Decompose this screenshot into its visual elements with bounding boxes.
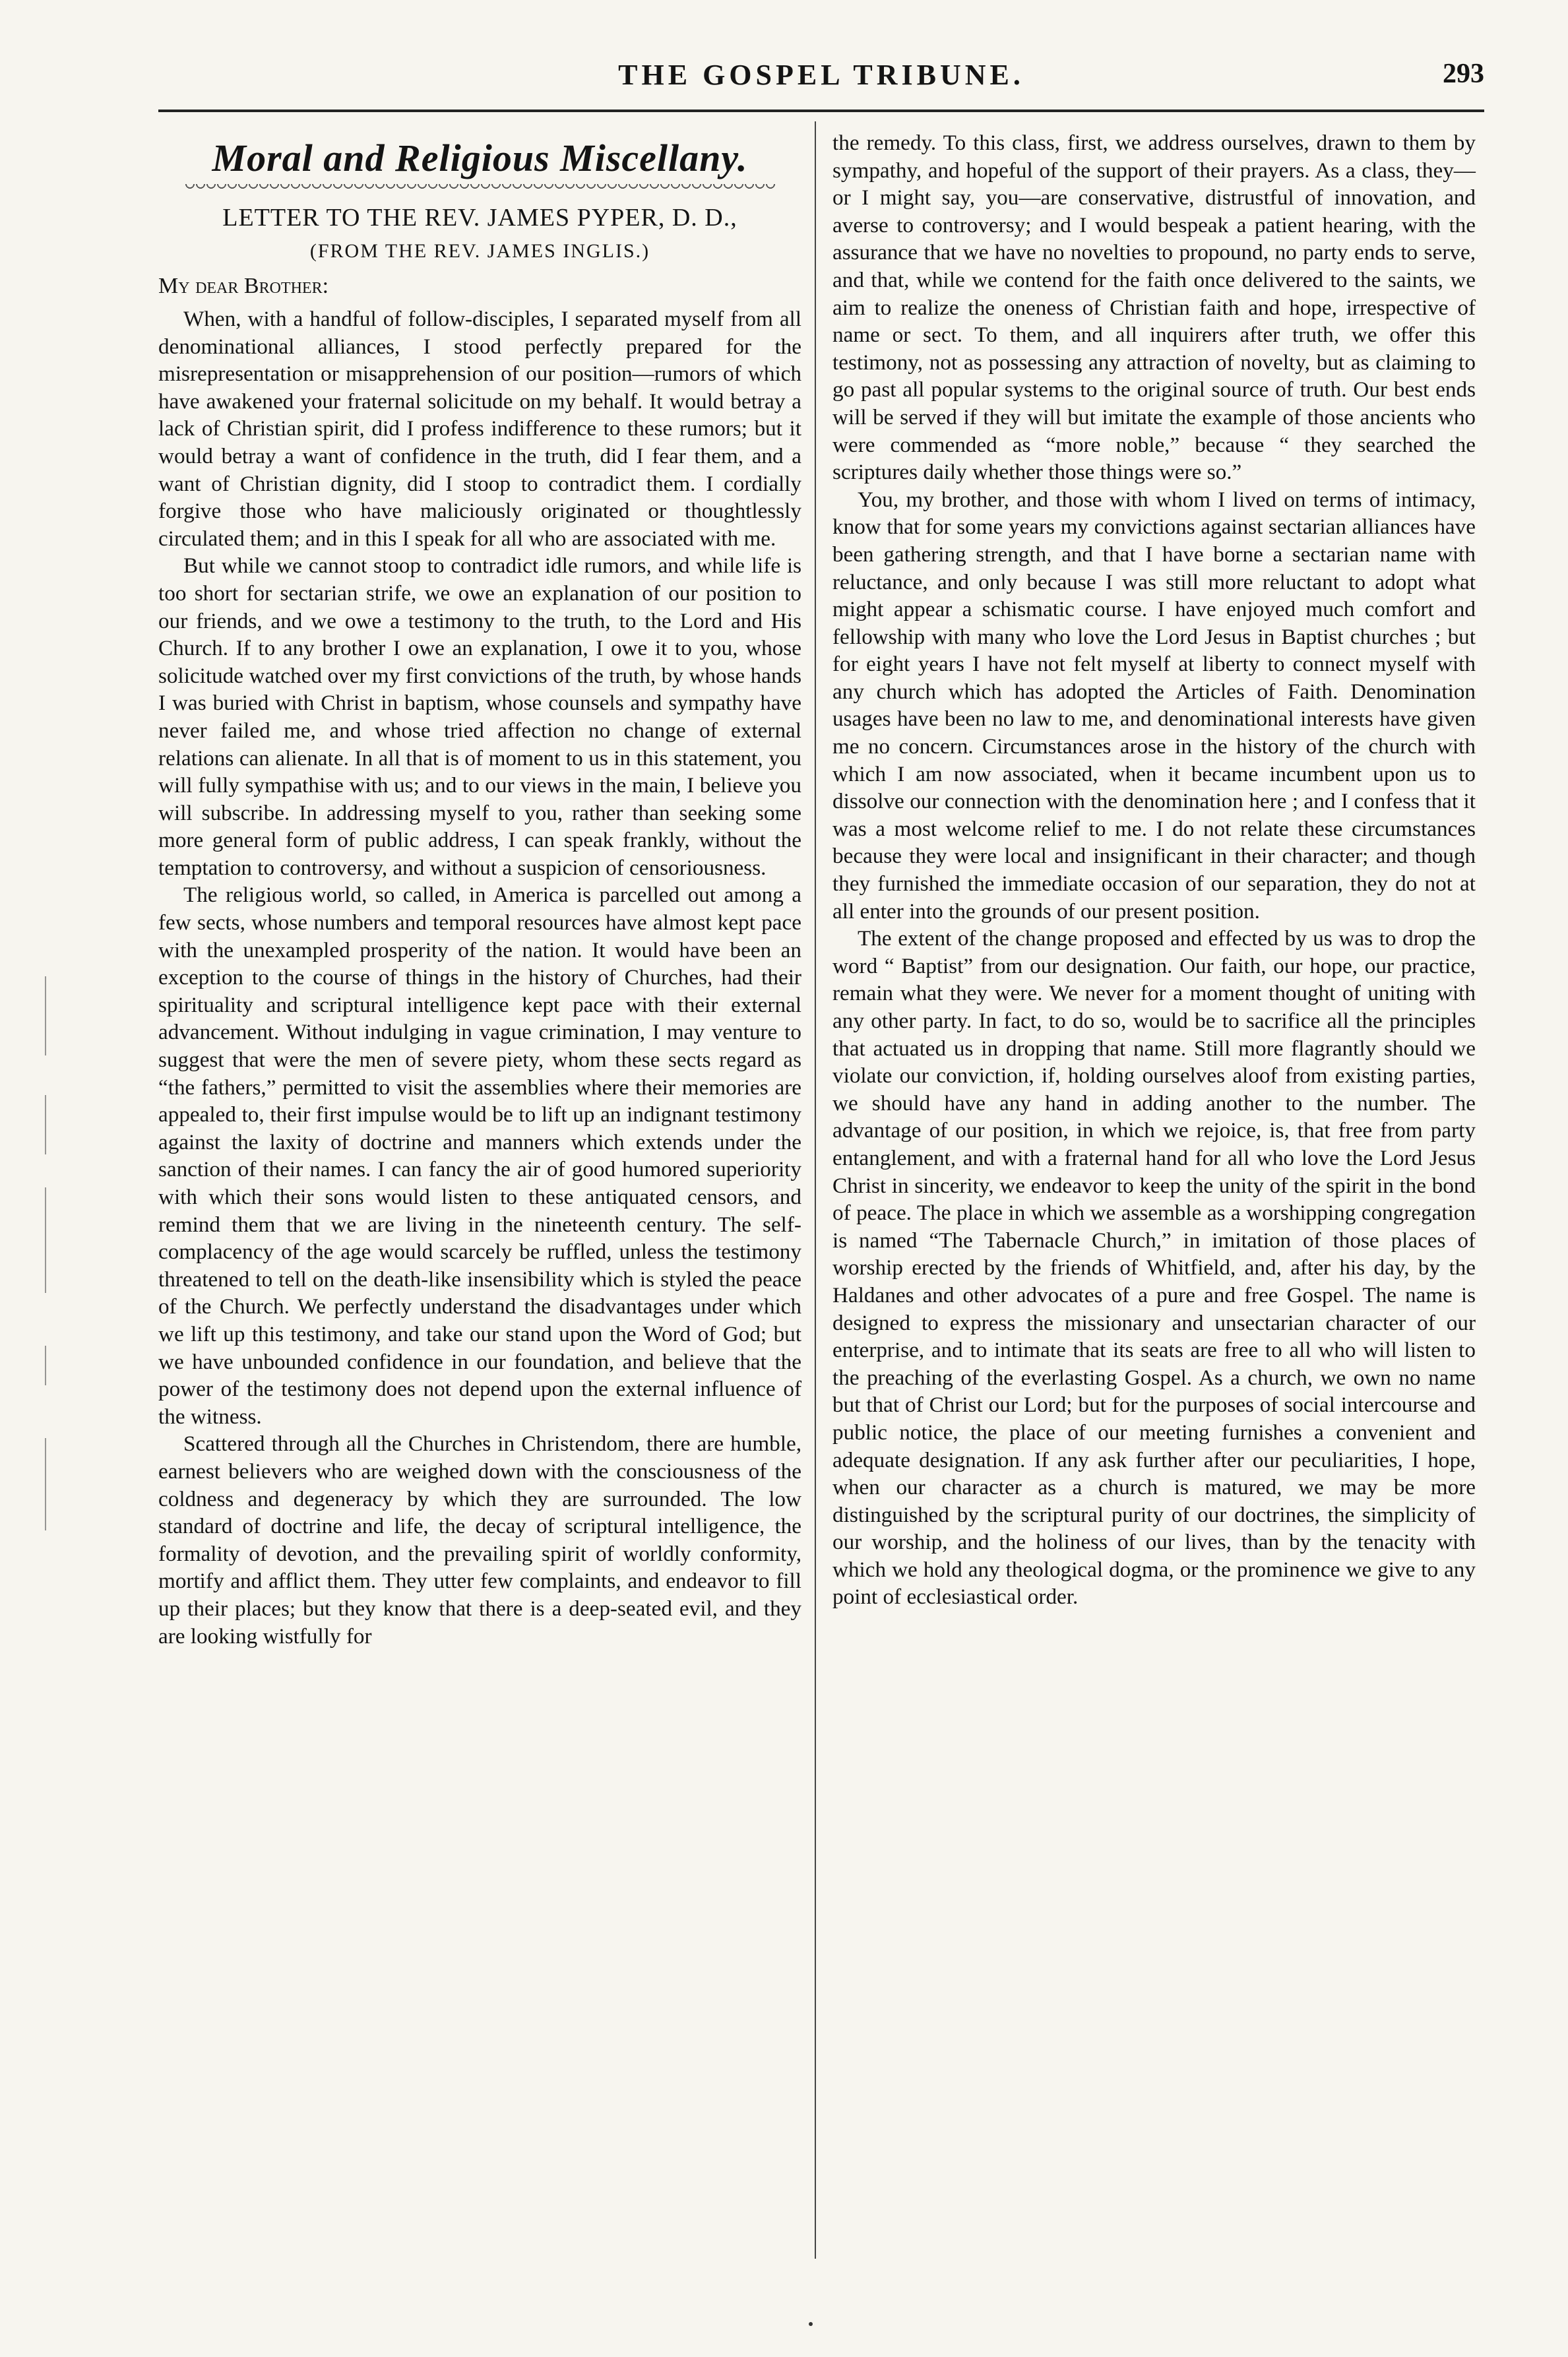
- section-title: Moral and Religious Miscellany.: [212, 137, 748, 179]
- paragraph: The religious world, so called, in America is parcelled out among a few sects, whose numbers and temporal resources have almost kept pace with the unexampled prosperity of the nation. It would have been an exception to the course of things in the history of Churches, had their spirituality and scriptural intelligence kept pace with their external advancement. Without indulging in vague crimination, I may venture to suggest that were the men of severe piety, whom these sects regard as “the fathers,” permitted to visit the assemblies where their memories are appealed to, their first impulse would be to lift up an indignant testimony against the laxity of doctrine and manners which extends under the sanction of their names. I can fancy the air of good humored superiority with which their sons would listen to these antiquated censors, and remind them that we are living in the nineteenth century. The self-complacency of the age would scarcely be ruffled, unless the testimony threatened to tell on the death-like insensibility which is styled the peace of the Church. We perfectly understand the disadvantages under which we lift up this testimony, and take our stand upon the Word of God; but we have unbounded confidence in our foundation, and believe that the power of the testimony does not depend upon the external influence of the witness.: [158, 883, 801, 1429]
- letter-title: LETTER TO THE REV. JAMES PYPER, D. D.,: [222, 204, 737, 232]
- paragraph: Scattered through all the Churches in Christendom, there are humble, earnest believers who are weighed down with the consciousness of the coldness and degeneracy by which they are surrounded. The low standard of doctrine and life, the decay of scriptural intelligence, the formality of devotion, and the prevailing spirit of worldly conformity, mortify and afflict them. They utter few complaints, and endeavor to fill up their places; but they know that there is a deep-seated evil, and they are looking wistfully for: [158, 1431, 801, 1649]
- paragraph: When, with a handful of follow-disciples, I separated myself from all denominational alliances, I stood perfectly prepared for the misrepresentation or misapprehension of our position—rumors of which have awakened your fraternal solicitude on my behalf. It would betray a lack of Christian spirit, did I profess indifference to these rumors; but it would betray a want of confidence in the truth, did I fear them, and a want of Christian dignity, did I stoop to contradict them. I cordially forgive those who have maliciously originated or thoughtlessly circulated them; and in this I speak for all who are associated with me.: [158, 307, 801, 551]
- ornamental-divider: [185, 184, 775, 193]
- header-rule: [158, 110, 1484, 112]
- publication-title: THE GOSPEL TRIBUNE.: [618, 59, 1024, 91]
- paragraph: But while we cannot stoop to contradict idle rumors, and while life is too short for sectarian strife, we owe an explanation of our position to our friends, and we owe a testimony to the truth, to the Lord and His Church. If to any brother I owe an explanation, I owe it to you, whose solicitude watched over my first convictions of the truth, by whose hands I was buried with Christ in baptism, whose counsels and sympathy have never failed me, and whose tried affection no change of external relations can alienate. In all that is of moment to us in this statement, you will fully sympathise with us; and to our views in the main, I believe you will subscribe. In addressing myself to you, rather than seeking some more general form of public address, I can speak frankly, without the temptation to controversy, and without a suspicion of censoriousness.: [158, 553, 801, 880]
- page-number: 293: [1443, 59, 1484, 89]
- paragraph-continued: the remedy. To this class, first, we address ourselves, drawn to them by sympathy, and hopeful of the support of their prayers. As a class, they—or I might say, you—are conservative, distrustful of innovation, and averse to controversy; and I would bespeak a patient hearing, with the assurance that we have no novelties to propound, no party ends to serve, and that, while we contend for the faith once delivered to the saints, we aim to realize the oneness of Christian faith and hope, irrespective of name or sect. To them, and all inquirers after truth, we offer this testimony, not as possessing any attraction of novelty, but as claiming to go past all popular systems to the original source of truth. Our best ends will be served if they will but imitate the example of those ancients who were commended as “more noble,” because “ they searched the scriptures daily whether those things were so.”: [832, 131, 1476, 485]
- ink-speck: [809, 2322, 813, 2326]
- salutation: My dear Brother:: [158, 274, 329, 298]
- paragraph: You, my brother, and those with whom I lived on terms of intimacy, know that for some years my convictions against sectarian alliances have been gathering strength, and that I have borne a sectarian name with reluctance, and only because I was still more reluctant to adopt what might appear a schismatic course. I have enjoyed much comfort and fellowship with many who love the Lord Jesus in Baptist churches ; but for eight years I have not felt myself at liberty to connect myself with any church which has adopted the Articles of Faith. Denomination usages have been no law to me, and denominational interests have given me no concern. Circumstances arose in the history of the church with which I am now associated, when it became incumbent upon us to dissolve our connection with the denomination here ; and I confess that it was a most welcome relief to me. I do not relate these circumstances because they were local and insignificant in their character; and though they furnished the immediate occasion of our separation, they do not at all enter into the grounds of our present position.: [832, 487, 1476, 924]
- paragraph: The extent of the change proposed and effected by us was to drop the word “ Baptist” from our designation. Our faith, our hope, our practice, remain what they were. We never for a moment thought of uniting with any other party. In fact, to do so, would be to sacrifice all the principles that actuated us in dropping that name. Still more flagrantly should we violate our conviction, if, holding ourselves aloof from existing parties, we should have any hand in adding another to the number. The advantage of our position, in which we rejoice, is, that free from party entanglement, and with a fraternal hand for all who love the Lord Jesus Christ in sincerity, we endeavor to keep the unity of the spirit in the bond of peace. The place in which we assemble as a worshipping congregation is named “The Tabernacle Church,” in imitation of those places of worship erected by the friends of Whitfield, and, after his day, by the Haldanes and other advocates of a pure and free Gospel. The name is designed to express the missionary and unsectarian character of our enterprise, and to intimate that its seats are free to all who will listen to the preaching of the everlasting Gospel. As a church, we own no name but that of Christ our Lord; but for the purposes of social intercourse and public notice, the place of our meeting furnishes a convenient and adequate designation. If any ask further after our peculiarities, I hope, when our character as a church is matured, we may be more distinguished by the scriptural purity of our doctrines, the simplicity of our worship, and the holiness of our lives, than by the tenacity with which we hold any theological dogma, or the prominence we give to any point of ecclesiastical order.: [832, 926, 1476, 1610]
- right-column: [832, 129, 1476, 1611]
- running-head: [158, 58, 1484, 104]
- left-column: [158, 135, 801, 1650]
- column-rule: [815, 121, 816, 2259]
- letter-author-line: (FROM THE REV. JAMES INGLIS.): [309, 240, 650, 262]
- margin-scan-marks: [40, 976, 53, 1570]
